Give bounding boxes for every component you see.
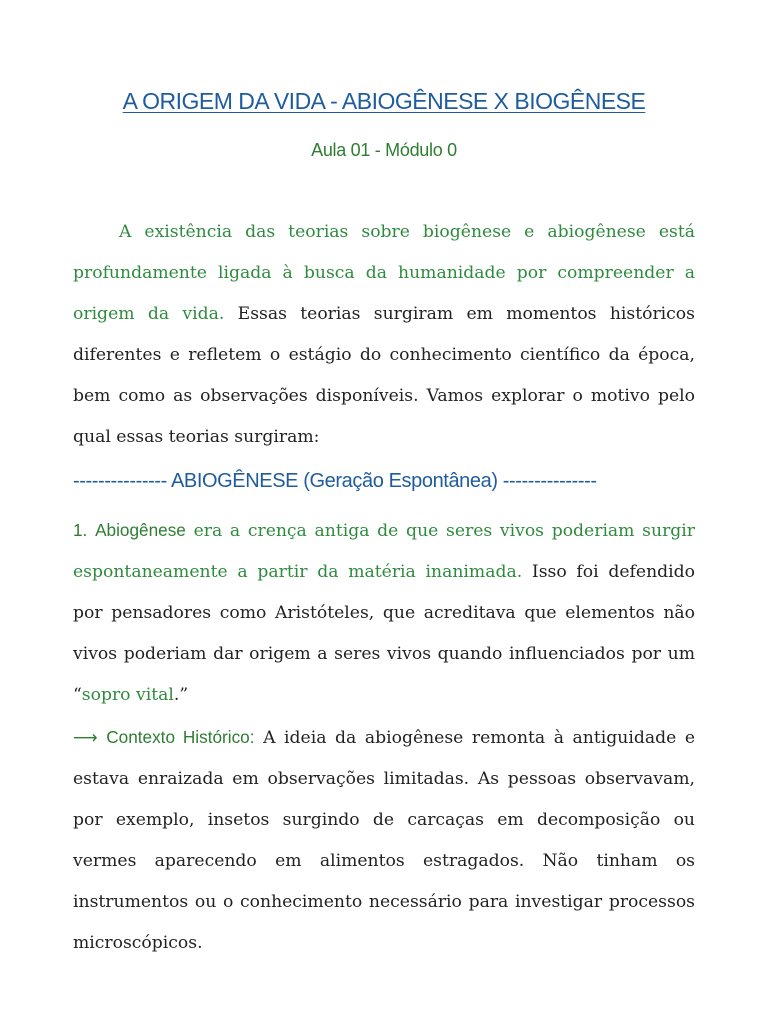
intro-text: Essas teorias surgiram em momentos históricos diferentes e refletem o estágio do conhecimento científico da época, bem como as observações disponíveis. Vamos explorar o motivo pelo qual essas teorias surgiram:: [73, 304, 695, 447]
arrow-icon: ⟶: [73, 727, 98, 747]
item-text: Isso foi defendido por pensadores como Aristóteles, que acreditava que elementos não vivos poderiam dar origem a seres vivos quando influenciados por um “: [73, 562, 695, 705]
context-paragraph: [73, 717, 695, 964]
item-1-paragraph: [73, 510, 695, 716]
context-label: Contexto Histórico:: [106, 727, 255, 747]
document-title: A ORIGEM DA VIDA - ABIOGÊNESE X BIOGÊNESE: [122, 88, 646, 114]
item-highlight: era a crença antiga de que seres vivos poderiam surgir espontaneamente a partir da matéria inanimada.: [73, 521, 696, 582]
item-number: 1.: [73, 520, 88, 540]
item-term: Abiogênese: [95, 520, 186, 540]
context-text: A ideia da abiogênese remonta à antiguidade e estava enraizada em observações limitadas. As pessoas observavam, por exemplo, insetos surgindo de carcaças em decomposição ou vermes aparecendo em alimentos estragados. Não tinham os instrumentos ou o conhecimento necessário para investigar processos microscópicos.: [73, 728, 695, 953]
intro-highlight: A existência das teorias sobre biogênese e abiogênese está profundamente ligada à busca da humanidade por compreender a origem da vida.: [73, 222, 695, 324]
item-end: .”: [173, 685, 189, 705]
document-subtitle: Aula 01 - Módulo 0: [311, 140, 457, 160]
item-quote: sopro vital: [81, 685, 174, 705]
section-heading-abiogenese: --------------- ABIOGÊNESE (Geração Espontânea) ---------------: [73, 470, 597, 492]
intro-paragraph: [73, 212, 695, 458]
